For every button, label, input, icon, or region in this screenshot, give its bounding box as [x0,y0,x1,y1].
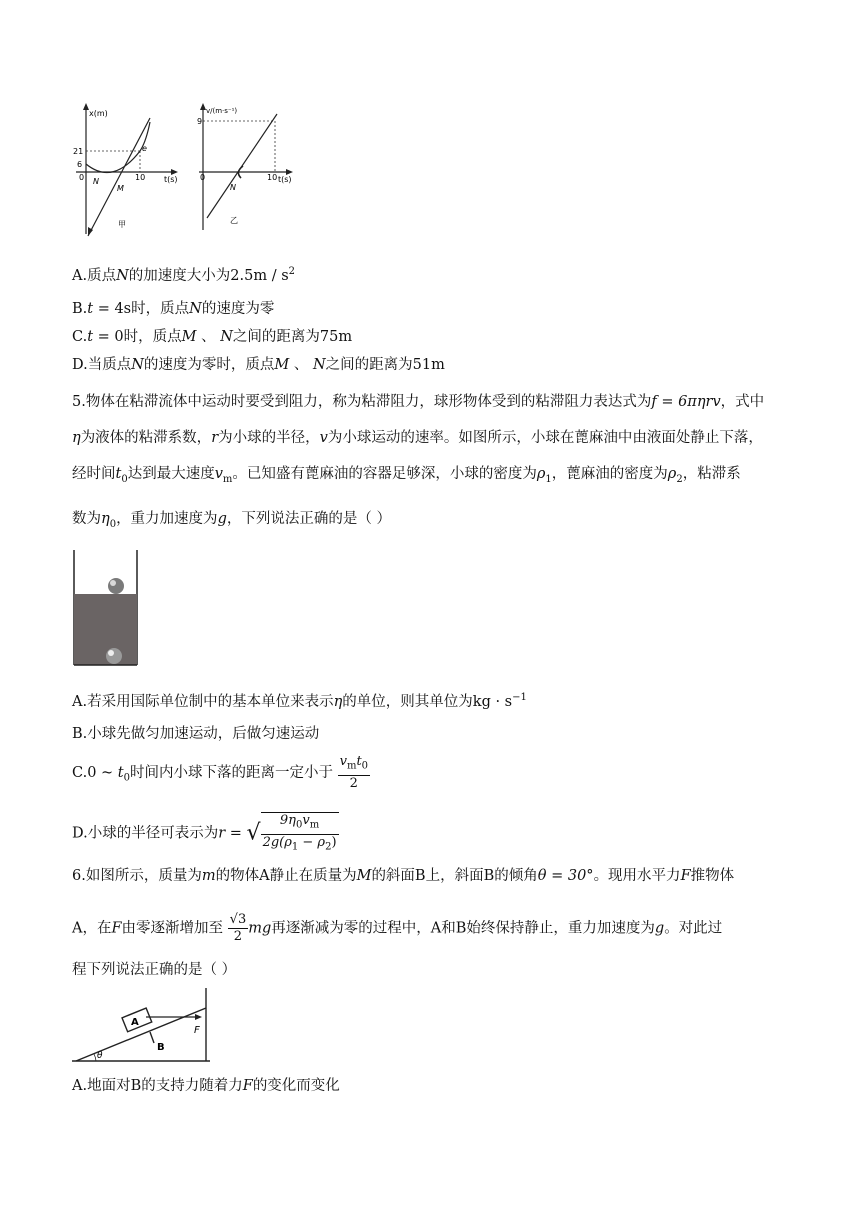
q5-line-4: 数为$\eta_0$，重力加速度为g，下列说法正确的是（ ） [72,511,391,530]
q5-line-1: 5.物体在粘滞流体中运动时要受到阻力，称为粘滞阻力，球形物体受到的粘滞阻力表达式为f = 6πηrv，式中 [72,394,765,410]
graph-yi [193,100,303,240]
block-a-label: A [131,1017,139,1028]
jia-tick-6: 6 [77,160,83,169]
q5-line-2: η为液体的粘滞系数，r为小球的半径，v为小球运动的速率。如图所示，小球在蓖麻油中由液面处静止下落， [72,430,763,446]
jia-label-N: N [93,177,99,186]
incline-b-label: B [157,1042,165,1053]
force-f-label: F [194,1025,200,1036]
q6-line-1: 6.如图所示，质量为m的物体A静止在质量为M的斜面B上，斜面B的倾角θ = 30°。现用水平力F推物体 [72,868,735,884]
jia-tick-21: 21 [73,147,84,156]
q5-option-c: C.0 ~ $t_0$时间内小球下落的距离一定小于 $\frac{v_mt_0}{2}$ [72,754,369,791]
radius-fraction: $\frac{9\eta_0v_m}{2g(\rho_1 - \rho_2)}$ [261,812,339,855]
sqrt3-over-2: $\frac{√3}{2}$ [229,912,247,944]
jia-label-M: M [117,184,124,193]
yi-tick-9: 9 [197,117,203,126]
q4-option-a: A.质点N的加速度大小为$2.5m / s^2$ [72,266,296,284]
jia-y-label: x(m) [89,109,108,118]
q6-option-a: A.地面对B的支持力随着力F的变化而变化 [72,1078,340,1094]
theta-label: θ [97,1051,103,1061]
q4-option-d: D.当质点N的速度为零时，质点M 、 N之间的距离为51m [72,357,445,373]
q4-option-b: B.t = 4s时，质点N的速度为零 [72,301,275,317]
ball-bottom [106,648,122,664]
yi-caption: 乙 [230,216,238,225]
yi-tick-0: 0 [200,173,206,182]
yi-x-label: t(s) [278,175,292,184]
graph-jia [70,100,190,240]
jia-x-label: t(s) [164,175,178,184]
fraction-vm-t0-over-2: $\frac{v_mt_0}{2}$ [339,754,369,791]
q4-option-c: C.t = 0时，质点M 、 N之间的距离为75m [72,329,353,345]
jia-tick-0: 0 [79,173,85,182]
yi-tick-10: 10 [267,173,278,182]
incline-figure [70,986,220,1066]
yi-y-label: v/(m·s⁻¹) [206,107,238,115]
jia-caption: 甲 [118,220,126,229]
q5-line-3: 经时间$t_0$达到最大速度$v_m$。已知盛有蓖麻油的容器足够深，小球的密度为$\rho_1$，蓖麻油的密度为$\rho_2$，粘滞系 [72,466,741,485]
jia-tick-10: 10 [135,173,146,182]
oil-container-figure [72,548,140,668]
jia-label-e: e [142,144,147,153]
yi-label-N: N [230,183,236,192]
q5-option-d: D.小球的半径可表示为r = √ $\frac{9\eta_0v_m}{2g(\rho_1 - \rho_2)}$ [72,812,339,855]
q6-line-2: A，在F由零逐渐增加至 $\frac{√3}{2}$ mg再逐渐减为零的过程中，A和B始终保持静止，重力加速度为g。对此过 [72,912,723,944]
q6-line-3: 程下列说法正确的是（ ） [72,962,237,978]
q5-option-b: B.小球先做匀加速运动，后做匀速运动 [72,726,320,742]
ball-top [108,578,124,594]
q5-option-a: A.若采用国际单位制中的基本单位来表示η的单位，则其单位为kg · $s^{-1}$ [72,692,527,710]
